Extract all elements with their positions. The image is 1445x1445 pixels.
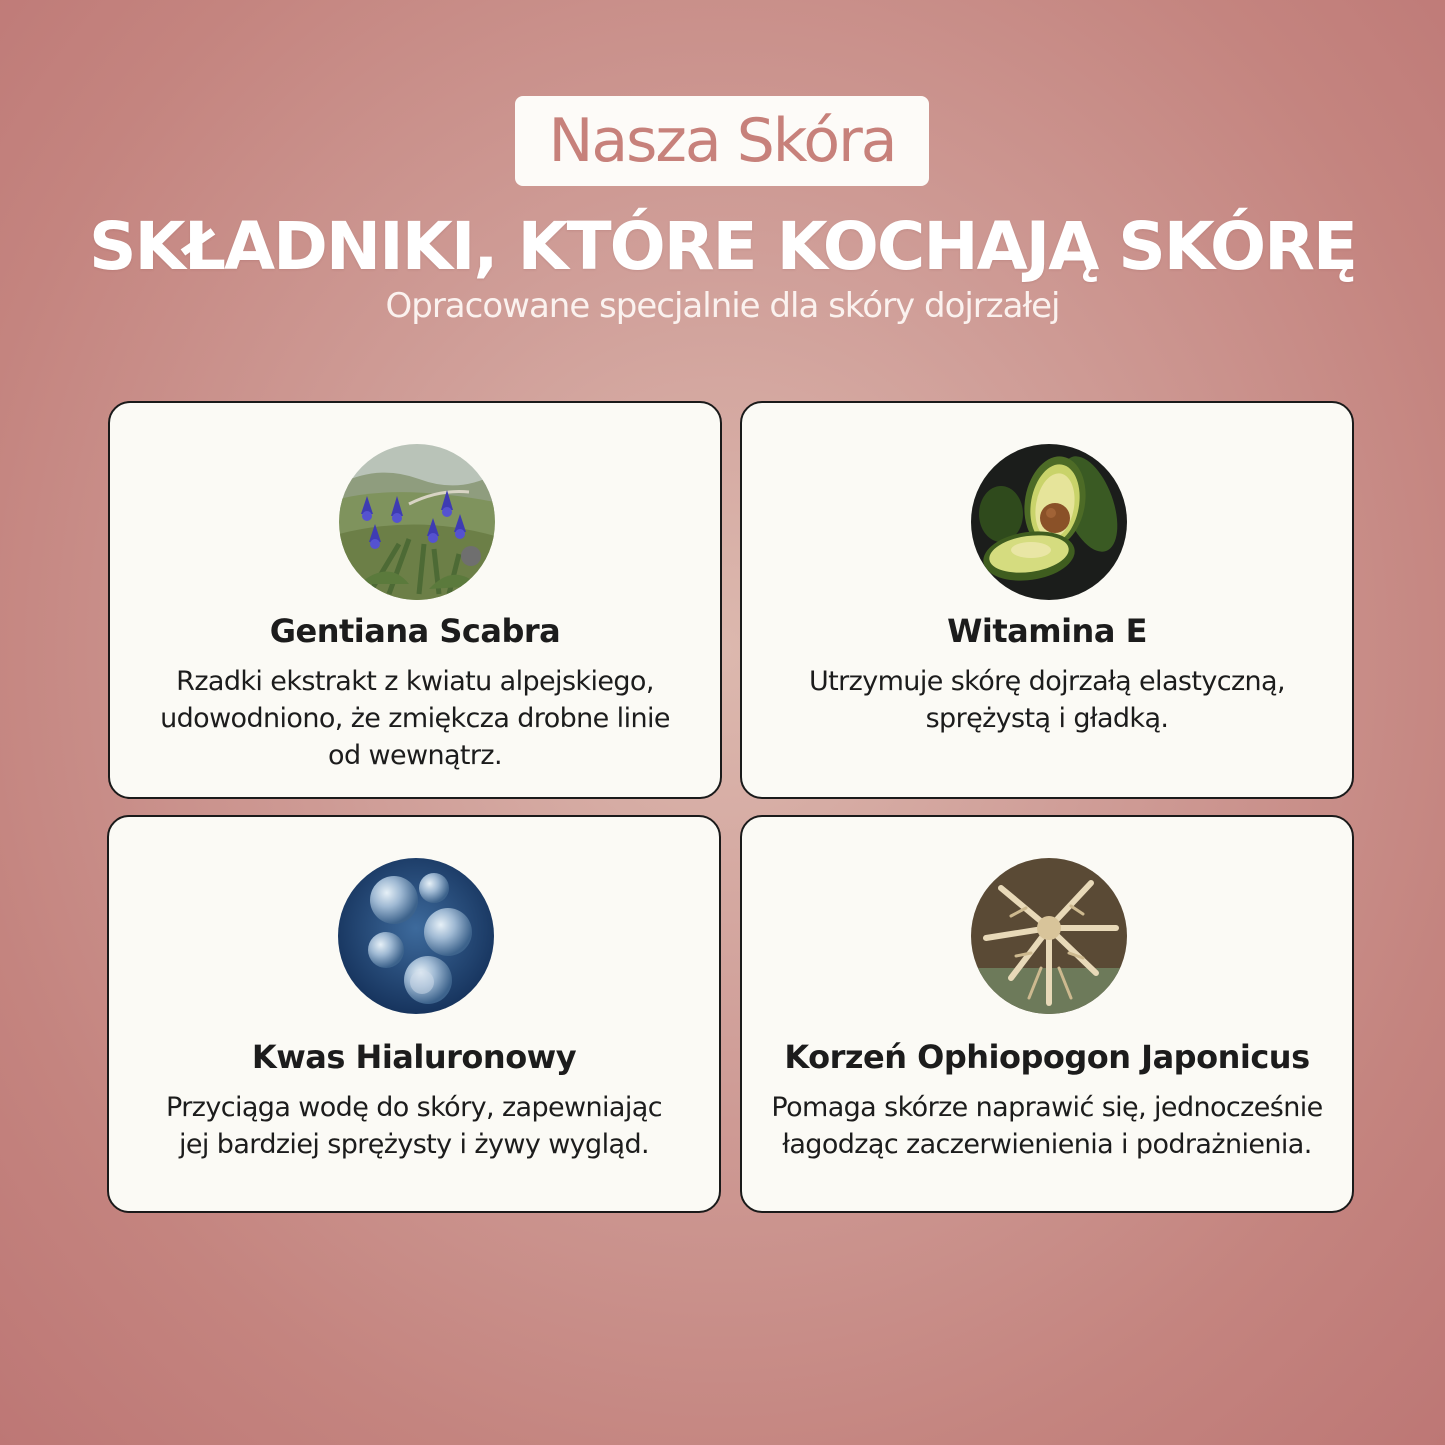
- card-title: Gentiana Scabra: [269, 612, 561, 650]
- card-description: Pomaga skórze naprawić się, jednocześnie łagodząc zaczerwienienia i podrażnienia.: [771, 1092, 1323, 1160]
- card-description: Przyciąga wodę do skóry, zapewniając jej bardziej sprężysty i żywy wygląd.: [166, 1092, 662, 1160]
- ingredient-card-vitamin-e: [740, 401, 1354, 799]
- card-title: Kwas Hialuronowy: [251, 1038, 577, 1076]
- brand-logo-text: Nasza Skóra: [548, 106, 896, 176]
- avocado-icon: [971, 444, 1127, 600]
- page-subtitle: Opracowane specjalnie dla skóry dojrzałej: [385, 286, 1060, 326]
- ingredient-card-gentiana: [108, 401, 722, 799]
- card-title: Korzeń Ophiopogon Japonicus: [784, 1038, 1310, 1076]
- ophiopogon-root-icon: [971, 858, 1127, 1014]
- hyaluronic-bubbles-icon: [338, 858, 494, 1014]
- ingredient-card-ophiopogon-root: [740, 815, 1354, 1213]
- card-title: Witamina E: [947, 612, 1147, 650]
- page-title: SKŁADNIKI, KTÓRE KOCHAJĄ SKÓRĘ: [89, 208, 1356, 285]
- ingredient-card-hyaluronic-acid: [107, 815, 721, 1213]
- card-description: Rzadki ekstrakt z kwiatu alpejskiego, udowodniono, że zmiękcza drobne linie od wewnątrz.: [160, 666, 670, 771]
- card-description: Utrzymuje skórę dojrzałą elastyczną, sprężystą i gładką.: [809, 666, 1285, 734]
- brand-logo-box: [515, 96, 929, 186]
- gentian-flower-icon: [339, 444, 495, 600]
